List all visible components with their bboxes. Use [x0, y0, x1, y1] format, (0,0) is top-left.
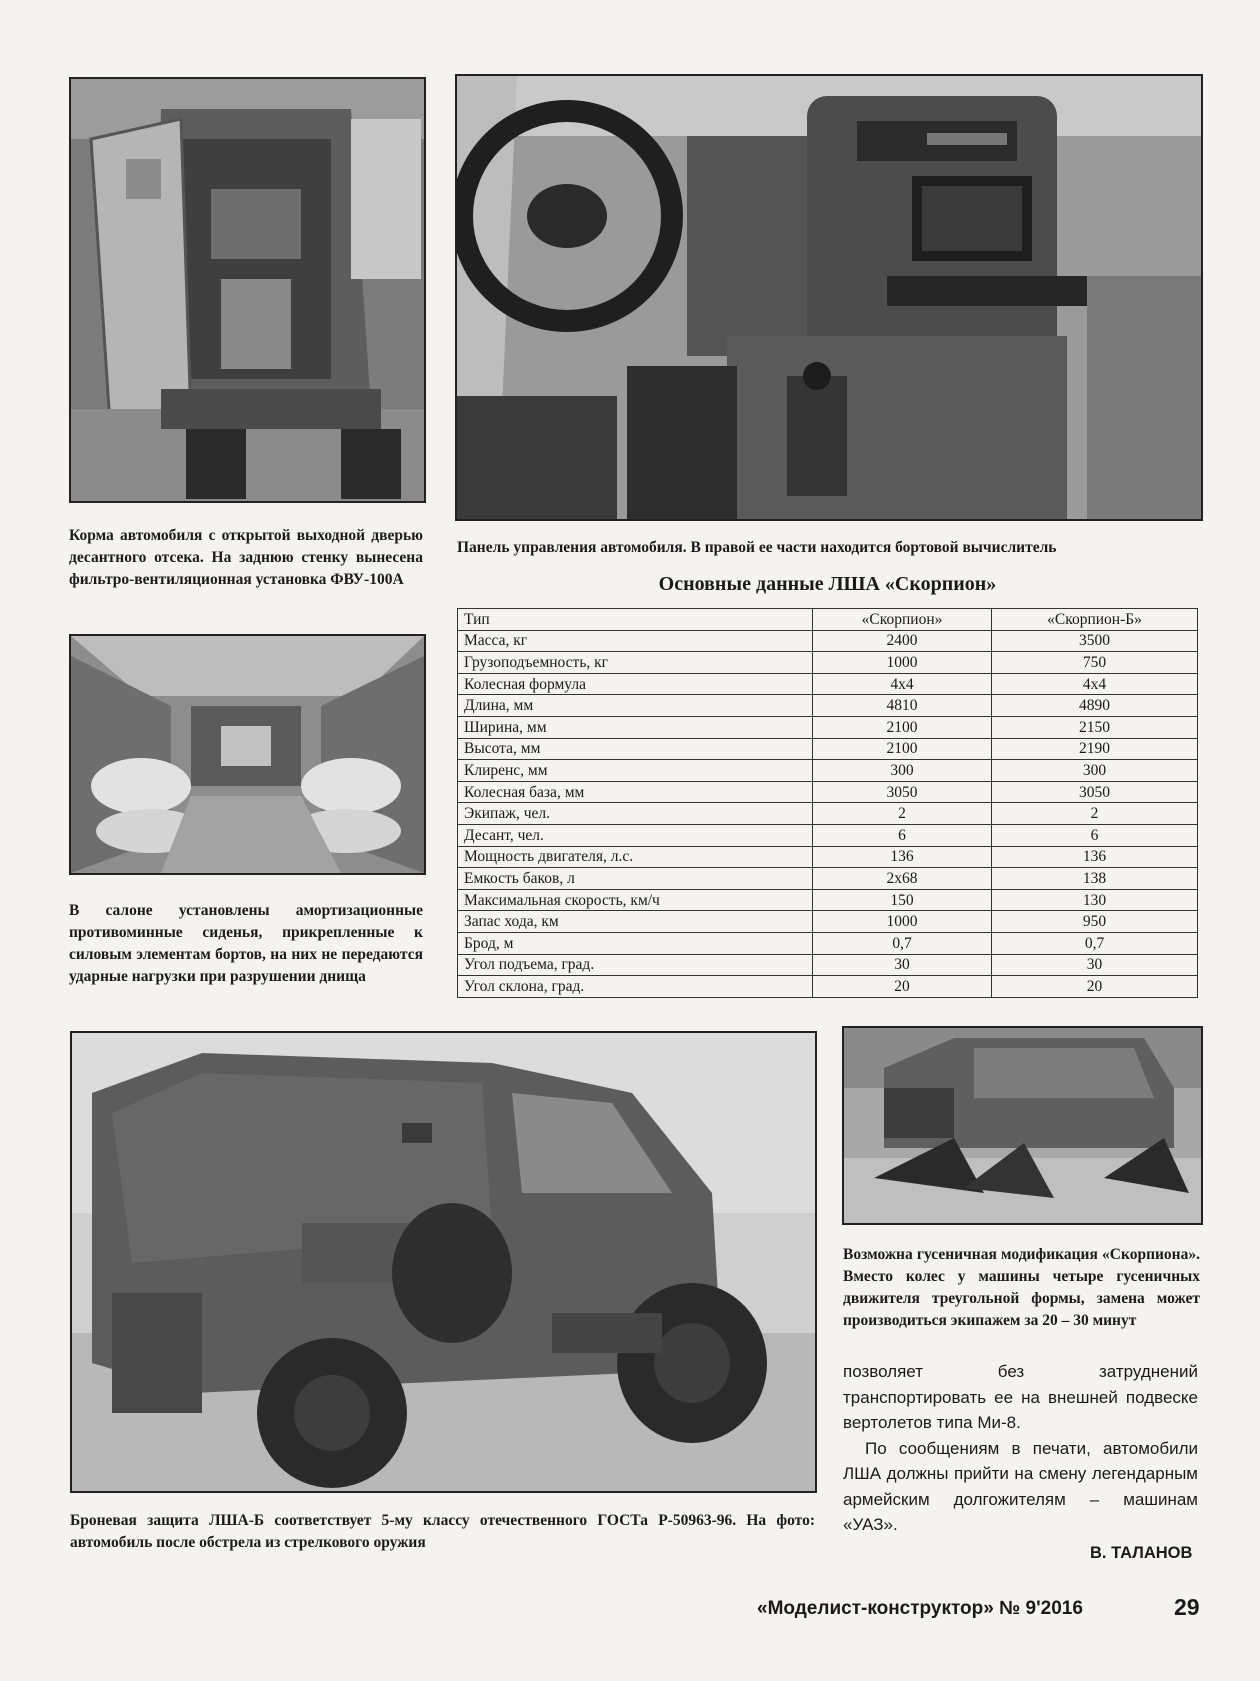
- table-cell: 3050: [992, 781, 1198, 803]
- table-cell: 136: [813, 846, 992, 868]
- table-cell: Емкость баков, л: [458, 868, 813, 890]
- table-cell: 2: [992, 803, 1198, 825]
- table-cell: 2150: [992, 716, 1198, 738]
- caption-tracked: Возможна гусеничная модификация «Скорпиона». Вместо колес у машины четыре гусеничных движителя треугольной формы, замена может производиться экипажем за 20 – 30 минут: [843, 1246, 1200, 1329]
- article-paragraph: позволяет без затруднений транспортировать ее на внешней подвеске вертолетов типа Ми-8.: [843, 1362, 1198, 1432]
- table-title: Основные данные ЛША «Скорпион»: [658, 573, 997, 595]
- table-row: [458, 652, 1198, 674]
- table-cell: Брод, м: [458, 932, 813, 954]
- table-cell: 3050: [813, 781, 992, 803]
- table-cell: Клиренс, мм: [458, 760, 813, 782]
- table-row: [458, 803, 1198, 825]
- caption-armor: Броневая защита ЛША-Б соответствует 5-му классу отечественного ГОСТа Р-50963-96. На фото: автомобиль после обстрела из стрелкового оружия: [70, 1512, 815, 1551]
- table-row: [458, 824, 1198, 846]
- table-cell: 136: [992, 846, 1198, 868]
- table-row: [458, 954, 1198, 976]
- table-row: [458, 911, 1198, 933]
- table-cell: 1000: [813, 911, 992, 933]
- table-row: [458, 695, 1198, 717]
- table-row: [458, 976, 1198, 998]
- table-header-cell: «Скорпион-Б»: [992, 609, 1198, 631]
- table-cell: Колесная база, мм: [458, 781, 813, 803]
- caption-salon: В салоне установлены амортизационные противоминные сиденья, прикрепленные к силовым элементам бортов, на них не передаются ударные нагрузки при разрушении днища: [69, 902, 423, 985]
- table-header-cell: «Скорпион»: [813, 609, 992, 631]
- table-cell: 300: [813, 760, 992, 782]
- caption-dashboard: Панель управления автомобиля. В правой ее части находится бортовой вычислитель: [457, 539, 1057, 556]
- table-cell: 150: [813, 889, 992, 911]
- table-cell: 4810: [813, 695, 992, 717]
- table-header-cell: Тип: [458, 609, 813, 631]
- table-cell: 30: [813, 954, 992, 976]
- table-cell: Экипаж, чел.: [458, 803, 813, 825]
- table-cell: 2x68: [813, 868, 992, 890]
- table-cell: 6: [813, 824, 992, 846]
- table-cell: 300: [992, 760, 1198, 782]
- table-cell: Высота, мм: [458, 738, 813, 760]
- table-cell: 2190: [992, 738, 1198, 760]
- table-cell: Угол склона, град.: [458, 976, 813, 998]
- table-cell: 0,7: [813, 932, 992, 954]
- table-cell: 2: [813, 803, 992, 825]
- table-cell: 2100: [813, 738, 992, 760]
- table-cell: Колесная формула: [458, 673, 813, 695]
- table-row: [458, 738, 1198, 760]
- page-number: 29: [1174, 1594, 1200, 1620]
- table-cell: 1000: [813, 652, 992, 674]
- table-cell: 0,7: [992, 932, 1198, 954]
- photo-dashboard: [455, 74, 1203, 521]
- table-cell: 2100: [813, 716, 992, 738]
- table-cell: 950: [992, 911, 1198, 933]
- table-cell: Десант, чел.: [458, 824, 813, 846]
- table-cell: Угол подъема, град.: [458, 954, 813, 976]
- photo-tracked-vehicle: [842, 1026, 1203, 1225]
- table-cell: 20: [813, 976, 992, 998]
- table-cell: 4x4: [992, 673, 1198, 695]
- table-row: [458, 760, 1198, 782]
- article-text: [843, 1359, 1198, 1538]
- specs-table: [457, 608, 1198, 998]
- table-header-row: [458, 609, 1198, 631]
- article-paragraph: По сообщениям в печати, автомобили ЛША должны прийти на смену легендарным армейским долгожителям – машинам «УАЗ».: [843, 1438, 1198, 1534]
- table-row: [458, 846, 1198, 868]
- table-cell: Ширина, мм: [458, 716, 813, 738]
- table-cell: Запас хода, км: [458, 911, 813, 933]
- table-cell: Грузоподъемность, кг: [458, 652, 813, 674]
- table-cell: 6: [992, 824, 1198, 846]
- table-row: [458, 781, 1198, 803]
- table-cell: Масса, кг: [458, 630, 813, 652]
- table-cell: Длина, мм: [458, 695, 813, 717]
- table-cell: 30: [992, 954, 1198, 976]
- table-row: [458, 889, 1198, 911]
- table-cell: 2400: [813, 630, 992, 652]
- table-cell: 3500: [992, 630, 1198, 652]
- author-name: В. ТАЛАНОВ: [1090, 1544, 1193, 1562]
- table-cell: 130: [992, 889, 1198, 911]
- table-row: [458, 932, 1198, 954]
- table-cell: 20: [992, 976, 1198, 998]
- photo-salon: [69, 634, 426, 875]
- table-cell: 750: [992, 652, 1198, 674]
- table-cell: 138: [992, 868, 1198, 890]
- table-row: [458, 716, 1198, 738]
- magazine-footer: «Моделист-конструктор» № 9'2016: [757, 1598, 1083, 1619]
- table-cell: 4890: [992, 695, 1198, 717]
- photo-rear-door: [69, 77, 426, 503]
- table-row: [458, 673, 1198, 695]
- table-cell: 4x4: [813, 673, 992, 695]
- table-row: [458, 630, 1198, 652]
- table-row: [458, 868, 1198, 890]
- table-cell: Максимальная скорость, км/ч: [458, 889, 813, 911]
- table-cell: Мощность двигателя, л.с.: [458, 846, 813, 868]
- photo-armored-vehicle: [70, 1031, 817, 1493]
- caption-rear: Корма автомобиля с открытой выходной дверью десантного отсека. На заднюю стенку вынесена фильтро-вентиляционная установка ФВУ-100А: [69, 527, 423, 588]
